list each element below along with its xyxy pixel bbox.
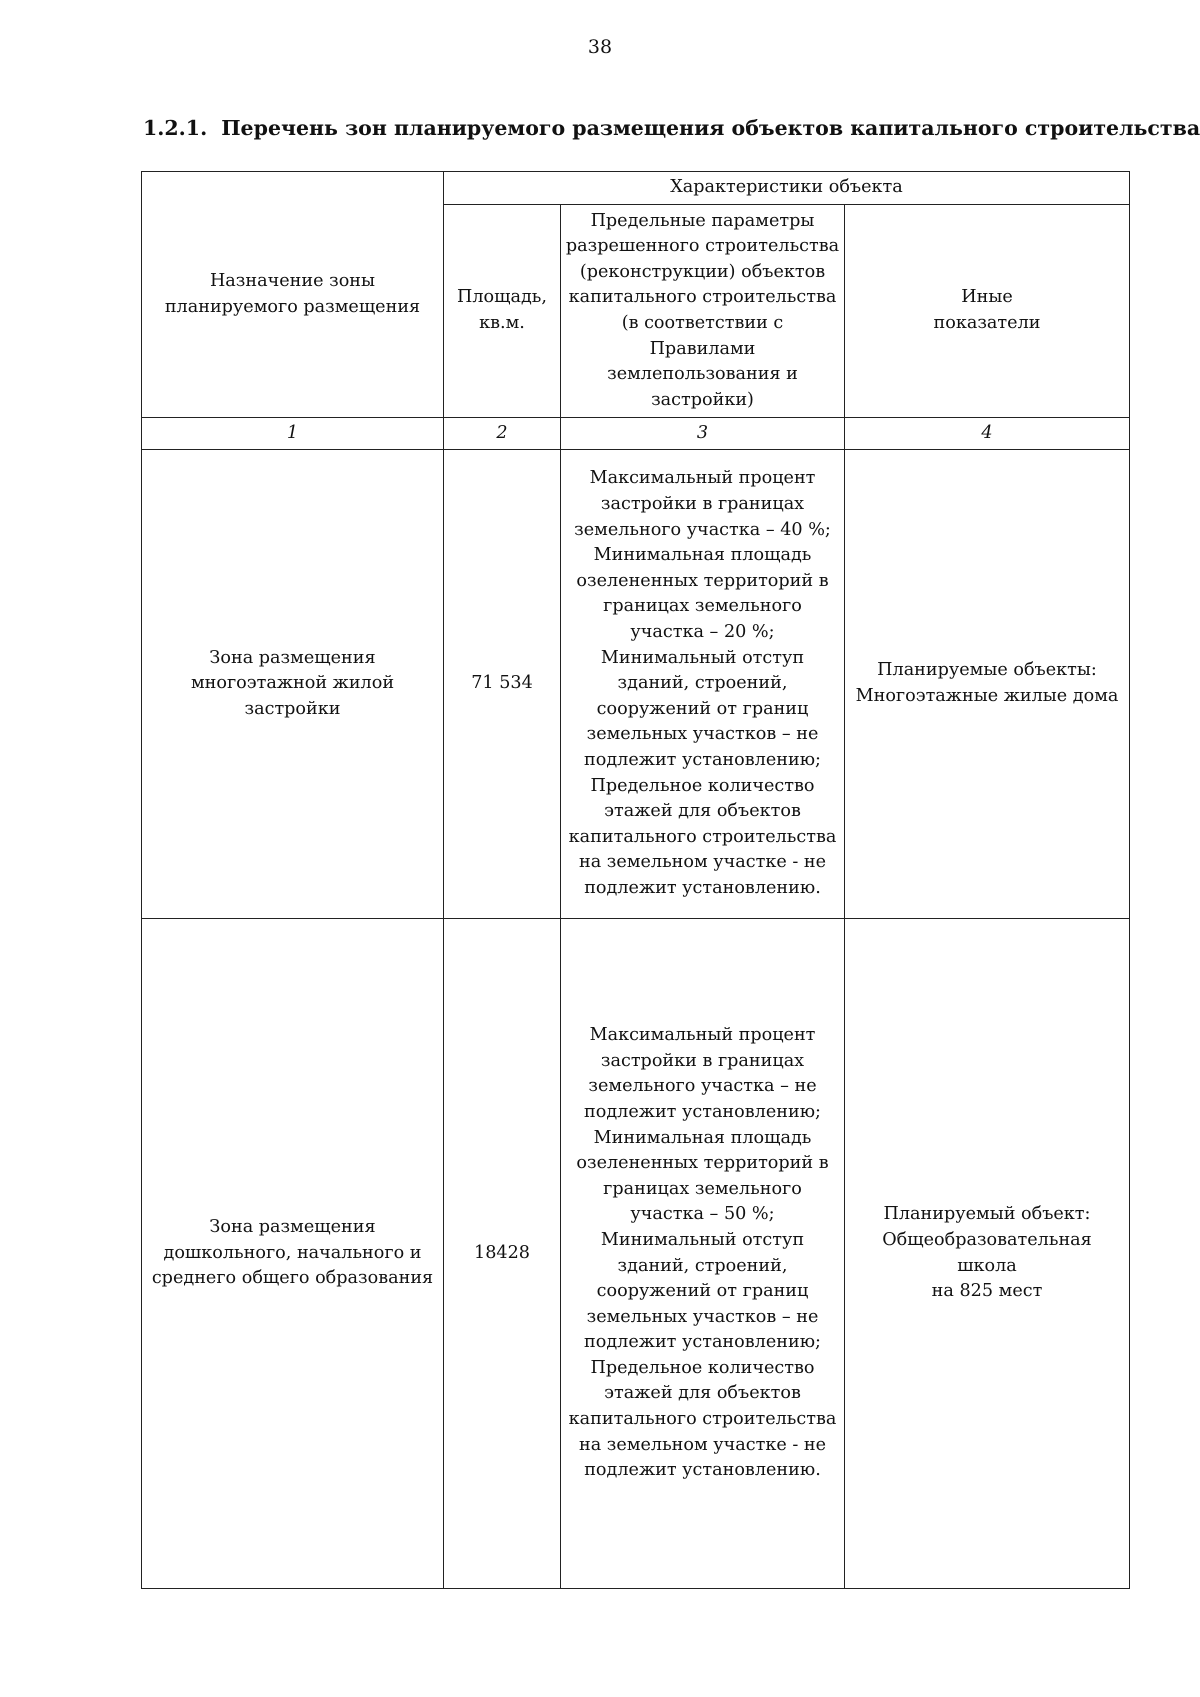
page-number: 38	[587, 36, 613, 58]
zone-purpose: Зона размещения многоэтажной жилой застройки	[142, 450, 444, 919]
header-characteristics: Характеристики объекта	[444, 172, 1130, 205]
section-number: 1.2.1.	[143, 116, 208, 140]
header-area: Площадь, кв.м.	[444, 205, 561, 418]
zones-table	[141, 171, 1130, 1589]
section-heading	[143, 116, 1200, 140]
header-purpose: Назначение зоны планируемого размещения	[142, 172, 444, 418]
section-title: Перечень зон планируемого размещения объектов капитального строительства	[221, 116, 1200, 140]
column-number: 2	[444, 418, 561, 450]
zone-area: 71 534	[444, 450, 561, 919]
header-row	[142, 172, 1130, 205]
table-row	[142, 450, 1130, 919]
table-row	[142, 919, 1130, 1589]
zone-params: Максимальный процент застройки в границах земельного участка – не подлежит установлению; Минимальная площадь озелененных территорий в границах земельного участка – 50 %; Минимальный отступ зданий, строений, сооружений от границ земельных участков – не подлежит установлению; Предельное количество этажей для объектов капитального строительства на земельном участке - не подлежит установлению.	[561, 919, 845, 1589]
zone-area: 18428	[444, 919, 561, 1589]
header-other: Иные показатели	[845, 205, 1130, 418]
zone-other: Планируемый объект: Общеобразовательная школа на 825 мест	[845, 919, 1130, 1589]
zone-params: Максимальный процент застройки в границах земельного участка – 40 %; Минимальная площадь озелененных территорий в границах земельного участка – 20 %; Минимальный отступ зданий, строений, сооружений от границ земельных участков – не подлежит установлению; Предельное количество этажей для объектов капитального строительства на земельном участке - не подлежит установлению.	[561, 450, 845, 919]
header-params: Предельные параметры разрешенного строительства (реконструкции) объектов капитального строительства (в соответствии с Правилами землепользования и застройки)	[561, 205, 845, 418]
column-number: 1	[142, 418, 444, 450]
zone-purpose: Зона размещения дошкольного, начального и среднего общего образования	[142, 919, 444, 1589]
column-number: 4	[845, 418, 1130, 450]
column-number: 3	[561, 418, 845, 450]
column-number-row	[142, 418, 1130, 450]
zone-other: Планируемые объекты: Многоэтажные жилые дома	[845, 450, 1130, 919]
